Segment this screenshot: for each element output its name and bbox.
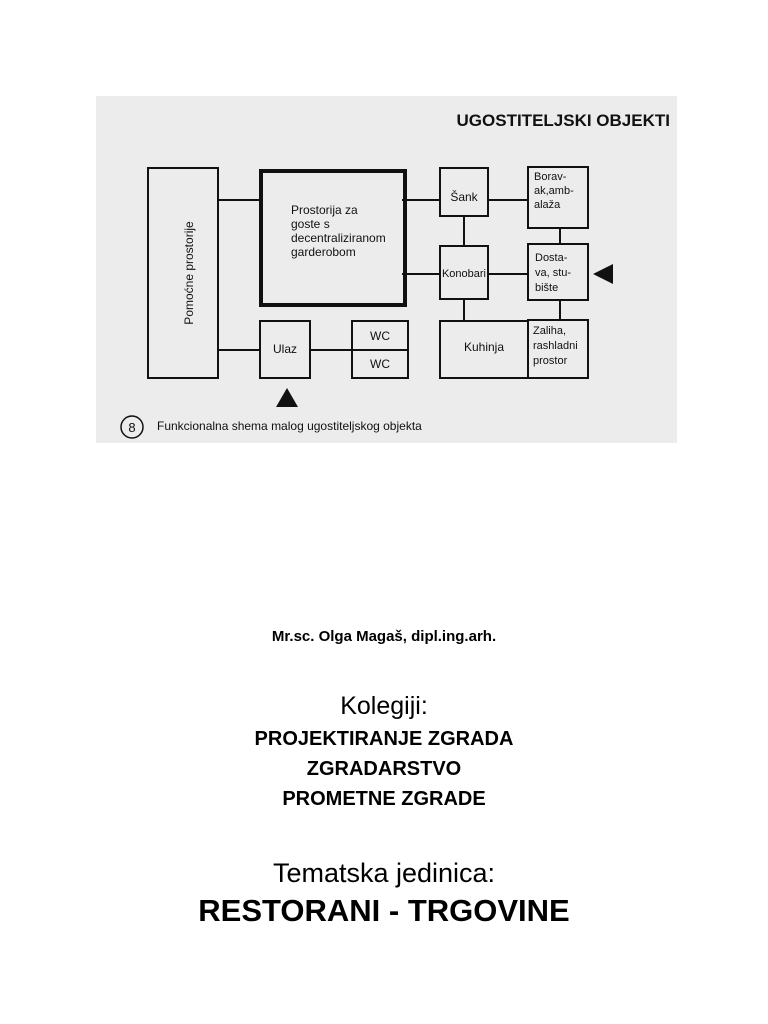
author-line: Mr.sc. Olga Magaš, dipl.ing.arh.: [271, 628, 497, 645]
unit-title: RESTORANI - TRGOVINE: [198, 893, 570, 928]
figure-number: 8: [128, 420, 136, 435]
label-zaliha: Zaliha, rashladni prostor: [533, 325, 578, 367]
courses-label: Kolegiji:: [340, 692, 428, 720]
diagram-caption: Funkcionalna shema malog ugostiteljskog objekta: [157, 419, 422, 433]
label-konobari: Konobari: [441, 268, 487, 280]
diagram-heading: UGOSTITELJSKI OBJEKTI: [456, 111, 670, 130]
unit-label: Tematska jedinica:: [272, 858, 496, 888]
label-ulaz: Ulaz: [272, 342, 298, 356]
label-wc-upper: WC: [370, 329, 390, 343]
scanned-diagram: [96, 96, 677, 443]
course-item: ZGRADARSTVO: [306, 758, 462, 780]
label-dostava: Dosta- va, stu- bište: [535, 252, 572, 294]
course-item: PROJEKTIRANJE ZGRADA: [254, 728, 514, 750]
label-prostorija-za-goste: Prostorija za goste s decentraliziranom garderobom: [291, 203, 386, 259]
label-boravak: Borav- ak,amb- alaža: [534, 171, 574, 211]
course-item: PROMETNE ZGRADE: [282, 788, 486, 810]
label-wc-lower: WC: [370, 357, 390, 371]
label-pomocne-prostorije: Pomoćne prostorije: [182, 221, 196, 325]
label-kuhinja: Kuhinja: [463, 340, 505, 354]
functional-scheme-diagram: [96, 96, 677, 443]
label-sank: Šank: [450, 190, 478, 204]
